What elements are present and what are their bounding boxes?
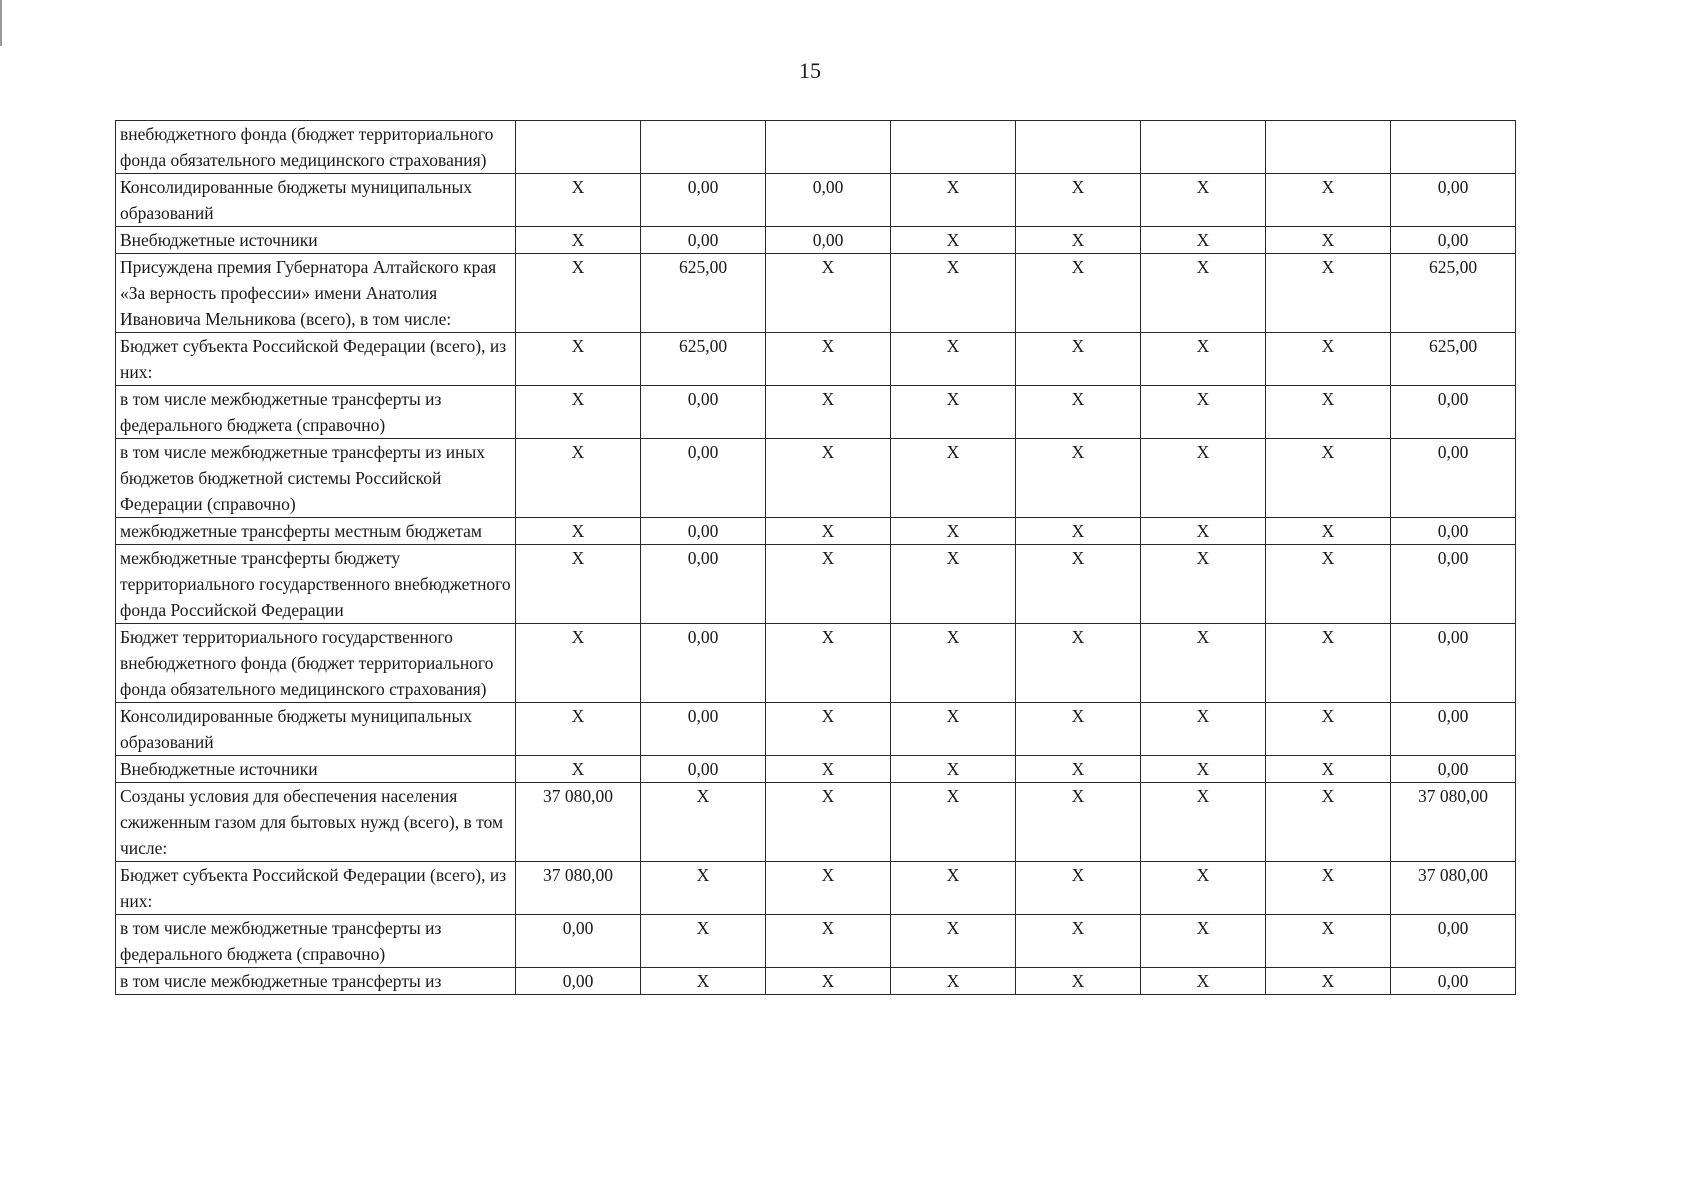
table-row: [116, 862, 1516, 915]
value-cell: X: [1016, 862, 1141, 915]
value-cell: X: [1141, 386, 1266, 439]
value-cell: 0,00: [1391, 915, 1516, 968]
value-cell: X: [1141, 439, 1266, 518]
table-row: [116, 227, 1516, 254]
value-cell: X: [1141, 783, 1266, 862]
value-cell: X: [1266, 386, 1391, 439]
value-cell: 0,00: [641, 174, 766, 227]
table-row: [116, 545, 1516, 624]
value-cell: 0,00: [641, 227, 766, 254]
row-label: Присуждена премия Губернатора Алтайского края «За верность профессии» имени Анатолия Ивановича Мельникова (всего), в том числе:: [116, 254, 516, 333]
value-cell: 0,00: [1391, 756, 1516, 783]
page-number: 15: [799, 58, 821, 83]
value-cell: X: [516, 756, 641, 783]
value-cell: X: [1016, 915, 1141, 968]
table-row: [116, 756, 1516, 783]
row-label: Бюджет субъекта Российской Федерации (всего), из них:: [116, 333, 516, 386]
table-row: [116, 783, 1516, 862]
value-cell: X: [1141, 756, 1266, 783]
row-label: Бюджет субъекта Российской Федерации (всего), из них:: [116, 862, 516, 915]
value-cell: X: [1266, 624, 1391, 703]
value-cell: X: [1016, 333, 1141, 386]
budget-table: [115, 120, 1516, 995]
value-cell: X: [1141, 518, 1266, 545]
value-cell: X: [1016, 439, 1141, 518]
value-cell: X: [1266, 333, 1391, 386]
value-cell: X: [516, 174, 641, 227]
row-label: в том числе межбюджетные трансферты из: [116, 968, 516, 995]
value-cell: [641, 121, 766, 174]
value-cell: 0,00: [766, 227, 891, 254]
value-cell: X: [891, 968, 1016, 995]
value-cell: [1266, 121, 1391, 174]
value-cell: X: [891, 756, 1016, 783]
value-cell: X: [516, 254, 641, 333]
row-label: Внебюджетные источники: [116, 756, 516, 783]
value-cell: X: [891, 703, 1016, 756]
value-cell: 625,00: [641, 333, 766, 386]
value-cell: X: [1141, 333, 1266, 386]
budget-table-body: [116, 121, 1516, 995]
value-cell: 37 080,00: [1391, 783, 1516, 862]
value-cell: X: [516, 227, 641, 254]
row-label: внебюджетного фонда (бюджет территориального фонда обязательного медицинского страхования): [116, 121, 516, 174]
value-cell: 0,00: [641, 386, 766, 439]
value-cell: 0,00: [641, 439, 766, 518]
row-label: в том числе межбюджетные трансферты из федерального бюджета (справочно): [116, 386, 516, 439]
value-cell: X: [641, 862, 766, 915]
value-cell: 0,00: [1391, 703, 1516, 756]
value-cell: X: [516, 545, 641, 624]
value-cell: X: [1016, 386, 1141, 439]
value-cell: 0,00: [641, 624, 766, 703]
value-cell: X: [1266, 915, 1391, 968]
table-row: [116, 703, 1516, 756]
value-cell: [1391, 121, 1516, 174]
value-cell: 0,00: [516, 968, 641, 995]
row-label: в том числе межбюджетные трансферты из иных бюджетов бюджетной системы Российской Федерации (справочно): [116, 439, 516, 518]
value-cell: X: [766, 968, 891, 995]
value-cell: 0,00: [641, 518, 766, 545]
value-cell: 625,00: [641, 254, 766, 333]
value-cell: X: [1016, 968, 1141, 995]
row-label: Консолидированные бюджеты муниципальных образований: [116, 174, 516, 227]
value-cell: X: [1141, 703, 1266, 756]
value-cell: 625,00: [1391, 333, 1516, 386]
value-cell: X: [1266, 227, 1391, 254]
value-cell: X: [1266, 703, 1391, 756]
row-label: в том числе межбюджетные трансферты из федерального бюджета (справочно): [116, 915, 516, 968]
value-cell: X: [516, 386, 641, 439]
value-cell: X: [641, 915, 766, 968]
value-cell: X: [1016, 756, 1141, 783]
row-label: межбюджетные трансферты бюджету территориального государственного внебюджетного фонда Российской Федерации: [116, 545, 516, 624]
value-cell: 0,00: [1391, 174, 1516, 227]
value-cell: X: [891, 254, 1016, 333]
table-row: [116, 968, 1516, 995]
value-cell: X: [1141, 227, 1266, 254]
value-cell: X: [516, 333, 641, 386]
value-cell: X: [1141, 624, 1266, 703]
value-cell: X: [766, 756, 891, 783]
value-cell: X: [1266, 968, 1391, 995]
value-cell: 37 080,00: [516, 783, 641, 862]
value-cell: 0,00: [1391, 227, 1516, 254]
value-cell: X: [891, 624, 1016, 703]
table-row: [116, 254, 1516, 333]
value-cell: X: [891, 915, 1016, 968]
table-row: [116, 915, 1516, 968]
value-cell: X: [766, 624, 891, 703]
row-label: межбюджетные трансферты местным бюджетам: [116, 518, 516, 545]
value-cell: X: [891, 227, 1016, 254]
value-cell: 0,00: [1391, 439, 1516, 518]
value-cell: X: [891, 783, 1016, 862]
value-cell: X: [1016, 254, 1141, 333]
value-cell: X: [891, 333, 1016, 386]
value-cell: X: [1141, 254, 1266, 333]
value-cell: 0,00: [641, 545, 766, 624]
table-row: [116, 386, 1516, 439]
value-cell: X: [1266, 545, 1391, 624]
value-cell: X: [1266, 518, 1391, 545]
value-cell: 0,00: [1391, 386, 1516, 439]
value-cell: X: [516, 703, 641, 756]
table-row: [116, 518, 1516, 545]
value-cell: X: [516, 439, 641, 518]
value-cell: X: [766, 386, 891, 439]
value-cell: 0,00: [766, 174, 891, 227]
value-cell: X: [766, 254, 891, 333]
value-cell: X: [1141, 968, 1266, 995]
row-label: Внебюджетные источники: [116, 227, 516, 254]
value-cell: X: [1141, 545, 1266, 624]
table-row: [116, 174, 1516, 227]
value-cell: [766, 121, 891, 174]
value-cell: X: [891, 518, 1016, 545]
table-row: [116, 624, 1516, 703]
value-cell: X: [891, 439, 1016, 518]
scan-edge-mark: [0, 0, 2, 46]
value-cell: X: [516, 624, 641, 703]
value-cell: 0,00: [1391, 968, 1516, 995]
value-cell: X: [766, 439, 891, 518]
value-cell: X: [1266, 862, 1391, 915]
value-cell: X: [766, 545, 891, 624]
value-cell: X: [1141, 915, 1266, 968]
value-cell: X: [891, 545, 1016, 624]
value-cell: X: [766, 862, 891, 915]
value-cell: X: [1016, 783, 1141, 862]
value-cell: X: [641, 968, 766, 995]
value-cell: X: [891, 386, 1016, 439]
table-row: [116, 439, 1516, 518]
value-cell: X: [1016, 624, 1141, 703]
value-cell: X: [766, 333, 891, 386]
value-cell: X: [641, 783, 766, 862]
value-cell: X: [766, 703, 891, 756]
value-cell: X: [1266, 783, 1391, 862]
value-cell: X: [766, 518, 891, 545]
value-cell: [891, 121, 1016, 174]
row-label: Консолидированные бюджеты муниципальных образований: [116, 703, 516, 756]
value-cell: X: [1016, 174, 1141, 227]
value-cell: X: [891, 862, 1016, 915]
value-cell: 625,00: [1391, 254, 1516, 333]
row-label: Бюджет территориального государственного внебюджетного фонда (бюджет территориального фонда обязательного медицинского страхования): [116, 624, 516, 703]
value-cell: [516, 121, 641, 174]
value-cell: 0,00: [1391, 545, 1516, 624]
value-cell: X: [1016, 518, 1141, 545]
value-cell: X: [1266, 254, 1391, 333]
table-row: [116, 333, 1516, 386]
value-cell: 37 080,00: [1391, 862, 1516, 915]
value-cell: X: [1016, 227, 1141, 254]
value-cell: 0,00: [641, 756, 766, 783]
value-cell: X: [1266, 756, 1391, 783]
value-cell: X: [1016, 703, 1141, 756]
value-cell: [1016, 121, 1141, 174]
table-row: [116, 121, 1516, 174]
value-cell: 0,00: [1391, 624, 1516, 703]
value-cell: X: [766, 915, 891, 968]
value-cell: X: [1016, 545, 1141, 624]
value-cell: X: [1141, 174, 1266, 227]
value-cell: X: [891, 174, 1016, 227]
value-cell: X: [766, 783, 891, 862]
value-cell: 37 080,00: [516, 862, 641, 915]
value-cell: X: [1266, 439, 1391, 518]
value-cell: 0,00: [641, 703, 766, 756]
value-cell: X: [1266, 174, 1391, 227]
value-cell: X: [1141, 862, 1266, 915]
value-cell: 0,00: [1391, 518, 1516, 545]
row-label: Созданы условия для обеспечения населения сжиженным газом для бытовых нужд (всего), в том числе:: [116, 783, 516, 862]
value-cell: 0,00: [516, 915, 641, 968]
value-cell: [1141, 121, 1266, 174]
value-cell: X: [516, 518, 641, 545]
